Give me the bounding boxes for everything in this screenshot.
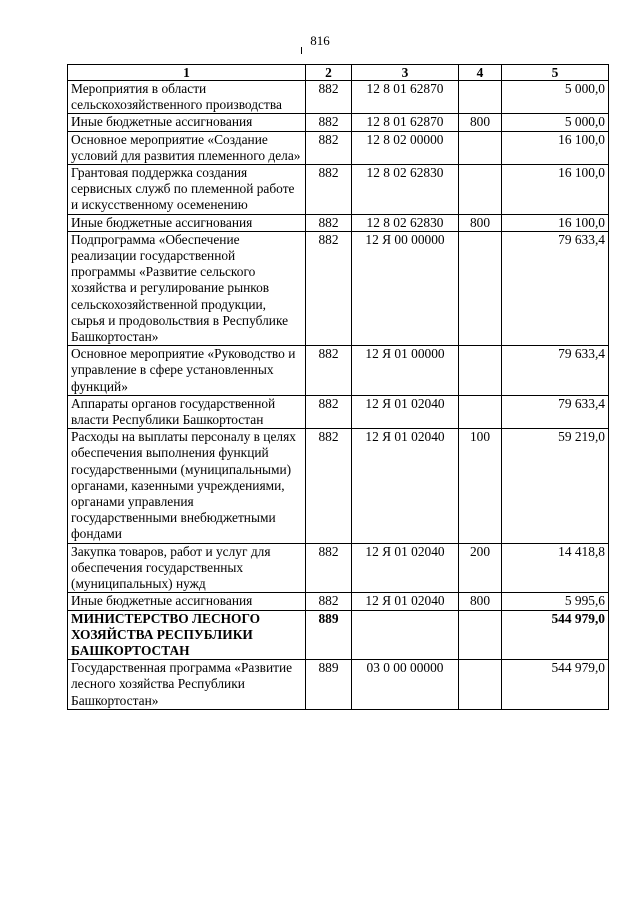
row-vr-cell [459,81,502,114]
table-row [68,346,609,396]
row-csr-cell: 03 0 00 00000 [352,660,459,710]
table-row [68,131,609,164]
row-name-cell: Расходы на выплаты персоналу в целях обеспечения выполнения функций государственными (муниципальными) органами, казенными учреждениями, органами управления государственными внебюджетными фондами [68,429,306,543]
table-row [68,429,609,543]
row-vr-cell [459,610,502,660]
row-vr-cell [459,231,502,345]
row-sum-cell: 59 219,0 [502,429,609,543]
row-name-cell: Мероприятия в области сельскохозяйственного производства [68,81,306,114]
budget-table-body [68,81,609,710]
row-sum-cell: 16 100,0 [502,214,609,231]
row-vr-cell: 800 [459,214,502,231]
row-vr-cell: 100 [459,429,502,543]
table-row [68,660,609,710]
row-name-cell: Грантовая поддержка создания сервисных служб по племенной работе и искусственному осеменению [68,165,306,215]
row-csr-cell: 12 8 01 62870 [352,114,459,131]
row-ved-cell: 882 [306,231,352,345]
row-csr-cell: 12 8 02 00000 [352,131,459,164]
column-header-1: 1 [68,65,306,81]
table-row [68,231,609,345]
row-ved-cell: 882 [306,543,352,593]
row-ved-cell: 882 [306,165,352,215]
row-sum-cell: 5 995,6 [502,593,609,610]
row-vr-cell: 800 [459,114,502,131]
row-csr-cell: 12 Я 01 02040 [352,429,459,543]
row-name-cell: Государственная программа «Развитие лесного хозяйства Республики Башкортостан» [68,660,306,710]
row-csr-cell: 12 Я 01 02040 [352,543,459,593]
column-header-4: 4 [459,65,502,81]
table-row [68,610,609,660]
row-sum-cell: 14 418,8 [502,543,609,593]
row-name-cell: Основное мероприятие «Руководство и управление в сфере установленных функций» [68,346,306,396]
row-csr-cell: 12 Я 00 00000 [352,231,459,345]
row-name-cell: Иные бюджетные ассигнования [68,593,306,610]
row-csr-cell: 12 Я 01 02040 [352,395,459,428]
row-csr-cell: 12 Я 01 00000 [352,346,459,396]
row-ved-cell: 889 [306,610,352,660]
row-vr-cell [459,395,502,428]
row-sum-cell: 544 979,0 [502,660,609,710]
column-header-2: 2 [306,65,352,81]
row-sum-cell: 544 979,0 [502,610,609,660]
row-ved-cell: 882 [306,214,352,231]
row-ved-cell: 889 [306,660,352,710]
row-vr-cell: 200 [459,543,502,593]
row-csr-cell: 12 8 01 62870 [352,81,459,114]
table-row [68,543,609,593]
row-sum-cell: 79 633,4 [502,395,609,428]
row-vr-cell: 800 [459,593,502,610]
row-sum-cell: 16 100,0 [502,131,609,164]
row-csr-cell [352,610,459,660]
row-csr-cell: 12 8 02 62830 [352,214,459,231]
row-ved-cell: 882 [306,81,352,114]
budget-table [67,64,609,710]
page-number: 816 [310,33,330,48]
row-name-cell: Иные бюджетные ассигнования [68,114,306,131]
row-sum-cell: 79 633,4 [502,346,609,396]
row-csr-cell: 12 Я 01 02040 [352,593,459,610]
row-sum-cell: 16 100,0 [502,165,609,215]
row-sum-cell: 79 633,4 [502,231,609,345]
row-ved-cell: 882 [306,131,352,164]
row-vr-cell [459,660,502,710]
row-ved-cell: 882 [306,429,352,543]
row-ved-cell: 882 [306,593,352,610]
row-ved-cell: 882 [306,395,352,428]
row-csr-cell: 12 8 02 62830 [352,165,459,215]
row-sum-cell: 5 000,0 [502,114,609,131]
table-row [68,395,609,428]
row-name-cell: Закупка товаров, работ и услуг для обеспечения государственных (муниципальных) нужд [68,543,306,593]
row-ved-cell: 882 [306,346,352,396]
column-header-5: 5 [502,65,609,81]
margin-mark [301,47,302,54]
table-row [68,214,609,231]
row-name-cell: Подпрограмма «Обеспечение реализации государственной программы «Развитие сельского хозяйства и регулирование рынков сельскохозяйственной продукции, сырья и продовольствия в Республике Башкортостан» [68,231,306,345]
row-vr-cell [459,131,502,164]
row-name-cell: Основное мероприятие «Создание условий для развития племенного дела» [68,131,306,164]
row-name-cell: Аппараты органов государственной власти Республики Башкортостан [68,395,306,428]
row-vr-cell [459,346,502,396]
table-row [68,165,609,215]
row-name-cell: МИНИСТЕРСТВО ЛЕСНОГО ХОЗЯЙСТВА РЕСПУБЛИКИ БАШКОРТОСТАН [68,610,306,660]
column-header-3: 3 [352,65,459,81]
row-name-cell: Иные бюджетные ассигнования [68,214,306,231]
table-row [68,114,609,131]
row-vr-cell [459,165,502,215]
table-row [68,593,609,610]
table-row [68,81,609,114]
row-ved-cell: 882 [306,114,352,131]
header-row [68,65,609,81]
row-sum-cell: 5 000,0 [502,81,609,114]
